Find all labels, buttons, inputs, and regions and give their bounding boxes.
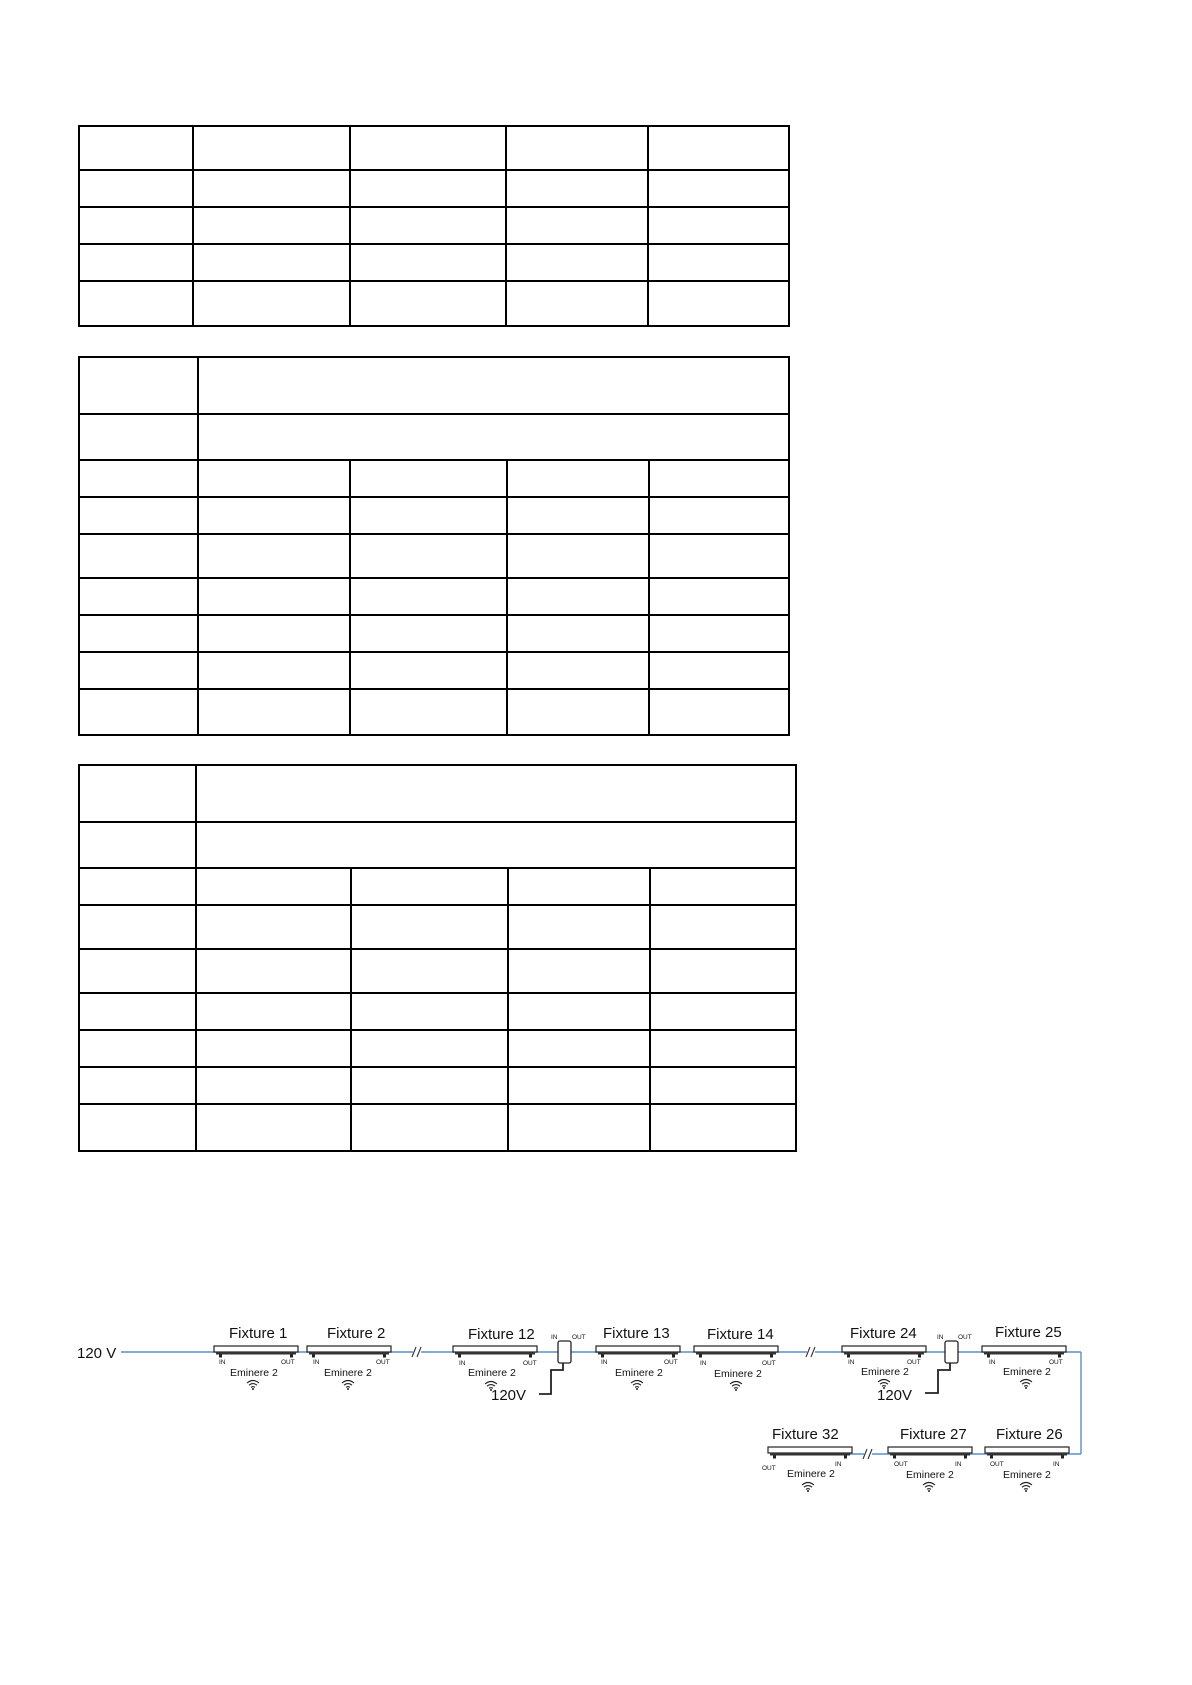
table-row bbox=[79, 414, 789, 460]
fixture-12 bbox=[453, 1326, 537, 1391]
svg-text:OUT: OUT bbox=[990, 1461, 1004, 1468]
svg-text:IN: IN bbox=[989, 1359, 996, 1366]
fixture-14 bbox=[694, 1326, 778, 1391]
svg-text:OUT: OUT bbox=[762, 1465, 776, 1472]
svg-text:Eminere 2: Eminere 2 bbox=[1003, 1366, 1051, 1378]
svg-text:Eminere 2: Eminere 2 bbox=[468, 1367, 516, 1379]
svg-text:OUT: OUT bbox=[958, 1334, 972, 1341]
table-row bbox=[79, 905, 796, 949]
table-row bbox=[79, 281, 789, 326]
tap-voltage-label: 120V bbox=[491, 1387, 527, 1404]
svg-text:Eminere 2: Eminere 2 bbox=[714, 1368, 762, 1380]
table-row bbox=[79, 207, 789, 244]
table-row bbox=[79, 578, 789, 615]
svg-text:Fixture 13: Fixture 13 bbox=[603, 1325, 670, 1342]
table-row bbox=[79, 534, 789, 578]
supply-voltage-label: 120 V bbox=[77, 1345, 117, 1362]
svg-text:Fixture 2: Fixture 2 bbox=[327, 1325, 386, 1342]
svg-text:IN: IN bbox=[313, 1359, 320, 1366]
table-row bbox=[79, 244, 789, 281]
table-row bbox=[79, 497, 789, 534]
table-row bbox=[79, 689, 789, 735]
svg-text:IN: IN bbox=[937, 1334, 944, 1341]
svg-text:IN: IN bbox=[459, 1360, 466, 1367]
svg-text:OUT: OUT bbox=[376, 1359, 390, 1366]
table-row bbox=[79, 170, 789, 207]
svg-text:Eminere 2: Eminere 2 bbox=[787, 1468, 835, 1480]
svg-text:Eminere 2: Eminere 2 bbox=[615, 1367, 663, 1379]
svg-text:Fixture 1: Fixture 1 bbox=[229, 1325, 288, 1342]
wiring-diagram bbox=[0, 1280, 1192, 1520]
empty-table-1 bbox=[78, 125, 790, 327]
table-row bbox=[79, 822, 796, 868]
tap-voltage-label: 120V bbox=[877, 1387, 913, 1404]
table-row bbox=[79, 1030, 796, 1067]
svg-text:IN: IN bbox=[601, 1359, 608, 1366]
fixture-24 bbox=[842, 1325, 926, 1389]
svg-text:Eminere 2: Eminere 2 bbox=[1003, 1469, 1051, 1481]
svg-text:Fixture 26: Fixture 26 bbox=[996, 1426, 1063, 1443]
svg-text:IN: IN bbox=[551, 1334, 558, 1341]
svg-text:IN: IN bbox=[1053, 1461, 1060, 1468]
table-row bbox=[79, 126, 789, 170]
svg-text:OUT: OUT bbox=[281, 1359, 295, 1366]
svg-text:Fixture 24: Fixture 24 bbox=[850, 1325, 917, 1342]
svg-text:OUT: OUT bbox=[664, 1359, 678, 1366]
svg-text:IN: IN bbox=[219, 1359, 226, 1366]
svg-text:IN: IN bbox=[835, 1461, 842, 1468]
fixture-1 bbox=[214, 1325, 298, 1390]
table-row bbox=[79, 765, 796, 822]
svg-text:OUT: OUT bbox=[907, 1359, 921, 1366]
svg-text:Eminere 2: Eminere 2 bbox=[906, 1469, 954, 1481]
table-row bbox=[79, 652, 789, 689]
svg-text:Fixture 25: Fixture 25 bbox=[995, 1324, 1062, 1341]
table-row bbox=[79, 868, 796, 905]
table-row bbox=[79, 1067, 796, 1104]
svg-text:OUT: OUT bbox=[572, 1334, 586, 1341]
svg-text:Eminere 2: Eminere 2 bbox=[230, 1367, 278, 1379]
svg-text:OUT: OUT bbox=[894, 1461, 908, 1468]
fixture-25 bbox=[982, 1324, 1066, 1389]
table-row bbox=[79, 615, 789, 652]
svg-text:Fixture 12: Fixture 12 bbox=[468, 1326, 535, 1343]
empty-table-2 bbox=[78, 356, 790, 736]
fixture-32 bbox=[762, 1426, 852, 1492]
svg-text:Eminere 2: Eminere 2 bbox=[861, 1366, 909, 1378]
svg-text:OUT: OUT bbox=[1049, 1359, 1063, 1366]
table-row bbox=[79, 949, 796, 993]
svg-text:IN: IN bbox=[955, 1461, 962, 1468]
table-row bbox=[79, 357, 789, 414]
svg-text:OUT: OUT bbox=[523, 1360, 537, 1367]
table-row bbox=[79, 1104, 796, 1151]
table-row bbox=[79, 460, 789, 497]
fixture-26 bbox=[985, 1426, 1069, 1492]
svg-text:Fixture 32: Fixture 32 bbox=[772, 1426, 839, 1443]
fixture-27 bbox=[888, 1426, 972, 1492]
svg-text:OUT: OUT bbox=[762, 1360, 776, 1367]
svg-text:Eminere 2: Eminere 2 bbox=[324, 1367, 372, 1379]
empty-table-3 bbox=[78, 764, 797, 1152]
svg-text:Fixture 27: Fixture 27 bbox=[900, 1426, 967, 1443]
svg-text:IN: IN bbox=[700, 1360, 707, 1367]
fixture-13 bbox=[596, 1325, 680, 1390]
svg-text:IN: IN bbox=[848, 1359, 855, 1366]
fixture-2 bbox=[307, 1325, 391, 1390]
table-row bbox=[79, 993, 796, 1030]
svg-text:Fixture 14: Fixture 14 bbox=[707, 1326, 774, 1343]
